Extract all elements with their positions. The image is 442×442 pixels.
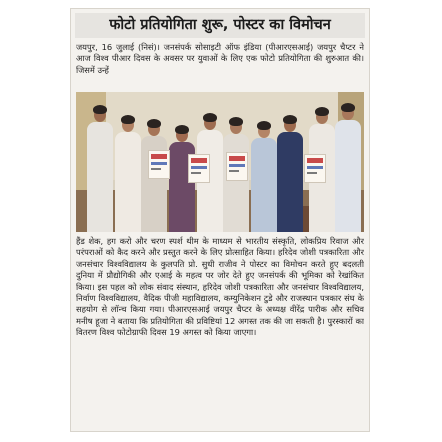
poster-graphic (151, 168, 161, 170)
poster-graphic (229, 156, 245, 161)
news-clipping (70, 8, 370, 432)
poster-graphic (229, 170, 239, 172)
photo-person (334, 104, 362, 232)
person-hair (121, 115, 135, 124)
poster-graphic (151, 162, 167, 165)
photo-person (86, 106, 114, 232)
person-hair (341, 103, 355, 112)
person-torso (115, 132, 141, 232)
person-hair (315, 107, 329, 116)
poster-graphic (191, 166, 207, 169)
intro-paragraph: जयपुर, 16 जुलाई (निसं)। जनसंपर्क सोसाइटी ऑफ इंडिया (पीआरएसआई) जयपुर चैप्टर ने आज विश्व पीआर दिवस के अवसर पर युवाओं के लिए एक फोटो प्रतियोगिता की शुरुआत की। जिसमें उन्हें (76, 42, 364, 75)
person-hair (257, 121, 271, 130)
held-poster (226, 152, 248, 181)
photo-person (276, 116, 304, 232)
photo-person (114, 116, 142, 232)
poster-graphic (229, 164, 245, 167)
poster-graphic (307, 172, 317, 174)
person-hair (147, 119, 161, 128)
photo-person (250, 122, 278, 232)
headline: फोटो प्रतियोगिता शुरू, पोस्टर का विमोचन (75, 13, 365, 38)
person-torso (87, 122, 113, 232)
poster-graphic (307, 158, 323, 163)
person-torso (251, 138, 277, 232)
event-photo (76, 92, 364, 232)
person-hair (229, 117, 243, 126)
person-hair (93, 105, 107, 114)
person-hair (203, 113, 217, 122)
held-poster (304, 154, 326, 183)
person-torso (277, 132, 303, 232)
poster-graphic (191, 172, 201, 174)
poster-graphic (191, 158, 207, 163)
held-poster (148, 150, 170, 179)
person-hair (283, 115, 297, 124)
person-hair (175, 125, 189, 134)
poster-graphic (151, 154, 167, 159)
poster-graphic (307, 166, 323, 169)
body-paragraph: हैंड शेक, हग करो और चरण स्पर्श थीम के माध्यम से भारतीय संस्कृति, लोकप्रिय रिवाज और परंपराओं को कैद करने और प्रस्तुत करने के लिए प्रोत्साहित किया। हरिदेव जोशी पत्रकारिता और जनसंचार विश्वविद्यालय के कुलपति प्रो. सुधी राजीव ने पोस्टर का विमोचन करते हुए बदलती दुनिया में प्रौद्योगिकी और एआई के महत्व पर जोर देते हुए जनसंपर्क की भूमिका को रेखांकित किया। इस पहल को लोक संवाद संस्थान, हरिदेव जोशी पत्रकारिता और जनसंचार विश्वविद्यालय, निर्वाण विश्वविद्यालय, वैदिक पीजी महाविद्यालय, कम्युनिकेशन टुडे और राजस्थान पत्रकार संघ के सहयोग से लॉन्च किया गया। पीआरएसआई जयपुर चैप्टर के अध्यक्ष वीरेंद्र पारीक और सचिव मनीष हूजा ने बताया कि प्रतियोगिता की प्रविष्टियां 12 अगस्त तक की जा सकती है। पुरस्कारों का वितरण विश्व फोटोग्राफी दिवस 19 अगस्त को किया जाएगा। (76, 236, 364, 338)
held-poster (188, 154, 210, 183)
person-torso (223, 134, 249, 232)
person-torso (335, 120, 361, 232)
